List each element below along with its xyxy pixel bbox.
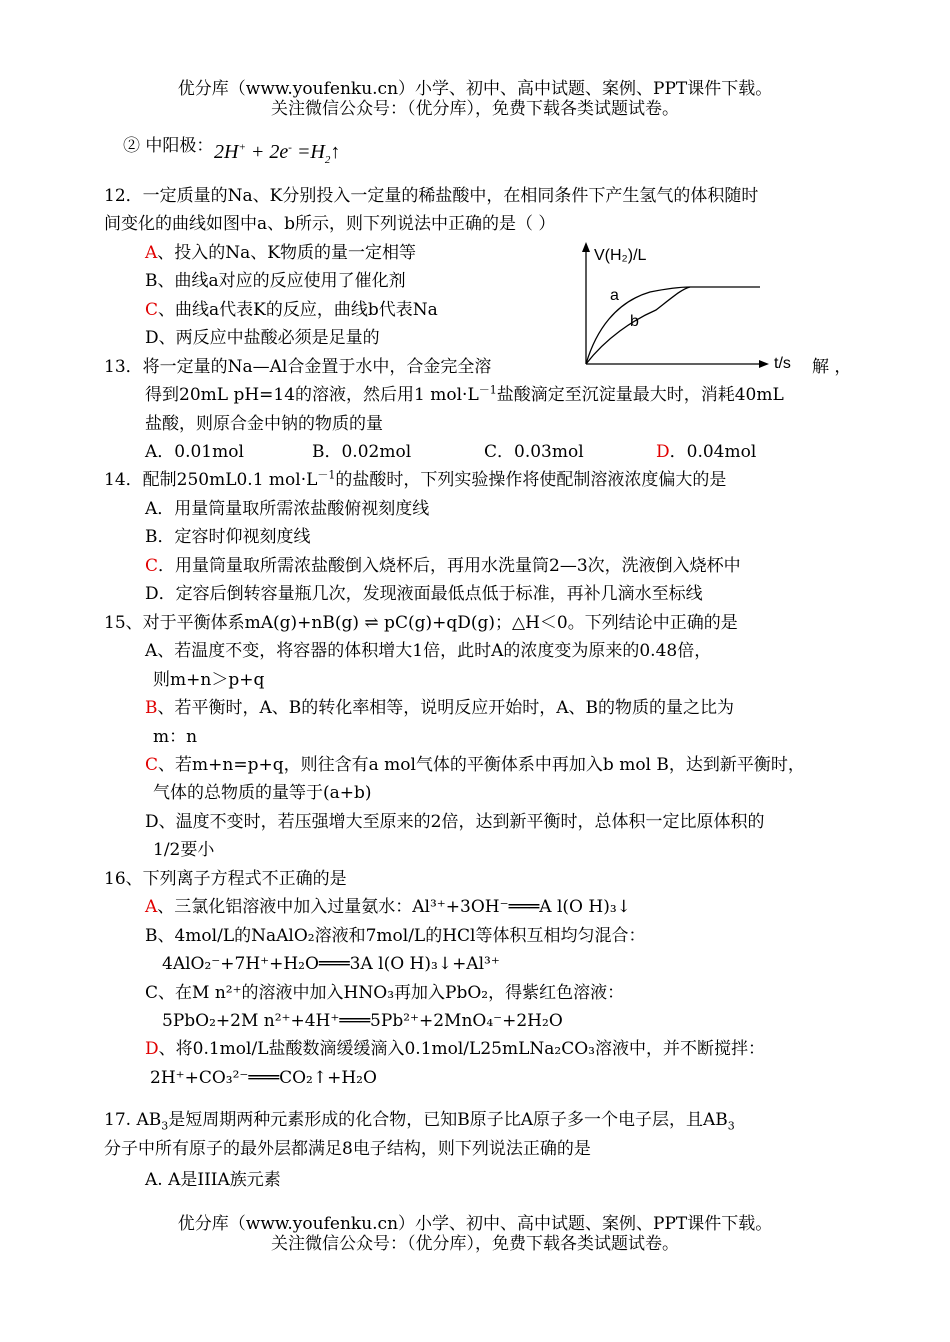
q13-option-a: A．0.01mol — [145, 442, 244, 462]
q14-option-b: B．定容时仰视刻度线 — [145, 527, 311, 547]
q15-option-c-2: 气体的总物质的量等于(a+b) — [153, 783, 372, 803]
q15-option-a-2: 则m+n＞p+q — [153, 670, 265, 690]
footer-line-1: 优分库（www.youfenku.cn）小学、初中、高中试题、案例、PPT课件下载。 — [177, 1214, 773, 1234]
q12-option-c: C、曲线a代表K的反应，曲线b代表Na — [145, 300, 438, 320]
footer-line-2: 关注微信公众号：（优分库），免费下载各类试题试卷。 — [271, 1234, 679, 1254]
q13-option-b: B．0.02mol — [312, 442, 412, 462]
q16-option-b-1: B、4mol/L的NaAlO₂溶液和7mol/L的HCl等体积互相均匀混合： — [145, 926, 646, 946]
header-line-2: 关注微信公众号：（优分库），免费下载各类试题试卷。 — [271, 99, 679, 119]
q15-option-c-1: C、若m+n=p+q，则往含有a mol气体的平衡体系中再加入b mol B，达到新平衡时， — [145, 755, 805, 775]
curve-b-label: b — [630, 313, 639, 330]
q12-stem-2: 间变化的曲线如图中a、b所示，则下列说法中正确的是（ ） — [104, 214, 556, 234]
q13-option-d: D．0.04mol — [656, 442, 757, 462]
x-axis-arrow — [759, 360, 769, 368]
q12-stem-1: 12．一定质量的Na、K分别投入一定量的稀盐酸中，在相同条件下产生氢气的体积随时 — [104, 186, 759, 206]
prev-answer-label: ② 中阳极： — [123, 136, 214, 156]
q15-option-d-2: 1/2要小 — [153, 840, 215, 860]
curve-a-label: a — [610, 287, 619, 304]
q17-stem-1: 17. $AB_3$是短周期两种元素形成的化合物，已知B原子比A原子多一个电子层，且$AB_3$ — [104, 1110, 735, 1133]
q12-option-a: A、投入的Na、K物质的量一定相等 — [145, 243, 416, 263]
q13-stem-2: 得到20mL pH=14的溶液，然后用1 $mol\cdot L^{-1}$盐酸滴定至沉淀量最大时，消耗40mL — [145, 383, 784, 405]
q15-stem: 15、对于平衡体系mA(g)+nB(g) ⇌ pC(g)+qD(g)；△H＜0。下列结论中正确的是 — [104, 613, 738, 633]
anode-equation: $2H^+ + 2e^- =H_2↑$ — [214, 141, 341, 166]
q12-option-b: B、曲线a对应的反应使用了催化剂 — [145, 271, 406, 291]
y-axis-arrow — [582, 242, 590, 252]
q13-stem-1b: 解 ， — [812, 357, 852, 377]
q13-option-c: C．0.03mol — [484, 442, 584, 462]
q12-option-d: D、两反应中盐酸必须是足量的 — [145, 328, 380, 348]
q12-volume-time-graph — [578, 240, 830, 370]
q16-option-d-2: 2H⁺+CO₃²⁻═══CO₂↑+H₂O — [150, 1068, 377, 1088]
header-line-1: 优分库（www.youfenku.cn）小学、初中、高中试题、案例、PPT课件下载。 — [177, 79, 773, 99]
q14-option-a: A．用量筒量取所需浓盐酸俯视刻度线 — [145, 499, 430, 519]
x-axis-label: t/s — [774, 355, 791, 370]
q13-stem-1a: 13．将一定量的Na—Al合金置于水中，合金完全溶 — [104, 357, 492, 377]
q15-option-d-1: D、温度不变时，若压强增大至原来的2倍，达到新平衡时，总体积一定比原体积的 — [145, 812, 765, 832]
q15-option-b-1: B、若平衡时，A、B的转化率相等，说明反应开始时，A、B的物质的量之比为 — [145, 698, 735, 718]
q14-option-d: D．定容后倒转容量瓶几次，发现液面最低点低于标准，再补几滴水至标线 — [145, 584, 703, 604]
q13-stem-3: 盐酸，则原合金中钠的物质的量 — [145, 414, 383, 434]
q16-option-b-2: 4AlO₂⁻+7H⁺+H₂O═══3A l(O H)₃↓+Al³⁺ — [162, 954, 500, 974]
q15-option-b-2: m：n — [153, 727, 198, 747]
y-axis-label: V(H₂)/L — [594, 247, 647, 264]
q14-stem: 14．配制250mL0.1 $mol\cdot L^{-1}$的盐酸时，下列实验操作将使配制溶液浓度偏大的是 — [104, 468, 727, 490]
q17-stem-2: 分子中所有原子的最外层都满足8电子结构，则下列说法正确的是 — [104, 1139, 591, 1159]
q17-option-a: A. A是IIIA族元素 — [145, 1170, 281, 1190]
q16-option-a: A、三氯化铝溶液中加入过量氨水：Al³⁺+3OH⁻═══A l(O H)₃↓ — [145, 897, 631, 917]
q16-option-d-1: D、将0.1mol/L盐酸数滴缓缓滴入0.1mol/L25mLNa₂CO₃溶液中，并不断搅拌： — [145, 1039, 765, 1059]
q14-option-c: C．用量筒量取所需浓盐酸倒入烧杯后，再用水洗量筒2—3次，洗液倒入烧杯中 — [145, 556, 741, 576]
q15-option-a-1: A、若温度不变，将容器的体积增大1倍，此时A的浓度变为原来的0.48倍， — [145, 641, 712, 661]
q16-stem: 16、下列离子方程式不正确的是 — [104, 869, 347, 889]
q16-option-c-2: 5PbO₂+2M n²⁺+4H⁺═══5Pb²⁺+2MnO₄⁻+2H₂O — [162, 1011, 563, 1031]
q16-option-c-1: C、在M n²⁺的溶液中加入HNO₃再加入PbO₂，得紫红色溶液： — [145, 983, 625, 1003]
